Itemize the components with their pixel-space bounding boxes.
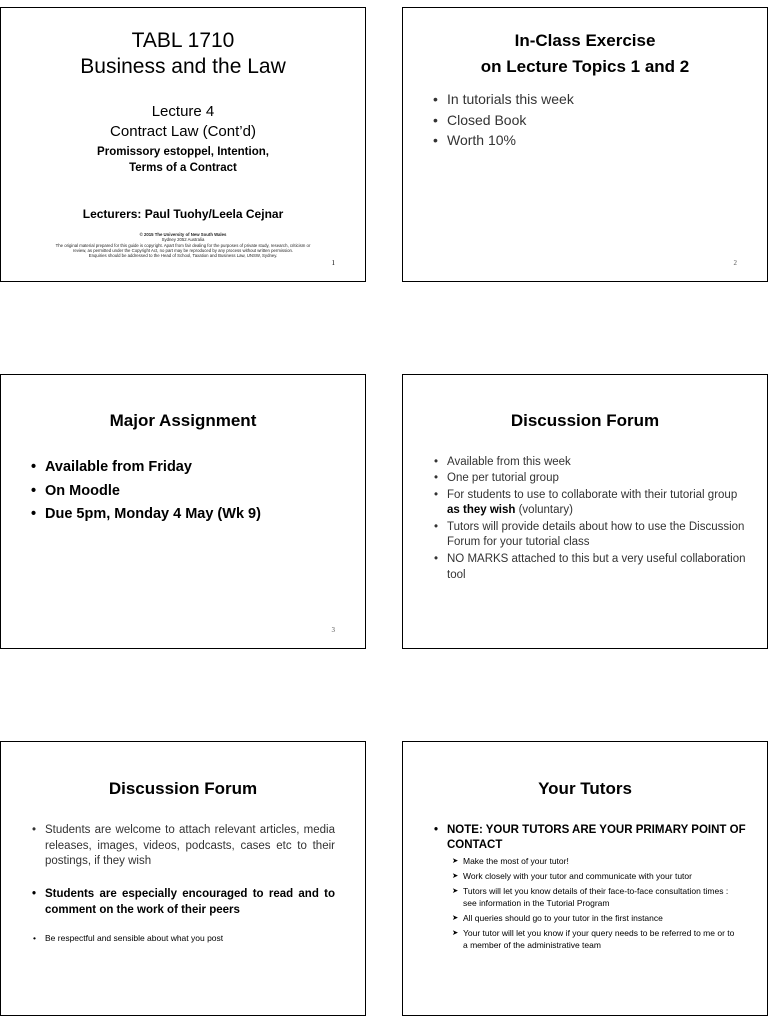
- copyright-notice: [41, 232, 325, 258]
- bullet-text: For students to use to collaborate with their tutorial group: [447, 488, 738, 501]
- bullet-item: • Available from Friday: [45, 456, 261, 480]
- course-name: Business and the Law: [80, 55, 286, 78]
- copyright-line: review, as permitted under the Copyright Act, no part may be reproduced by any process without written permission.: [72, 247, 294, 253]
- bullet-item: • One per tutorial group: [447, 471, 747, 487]
- page-number: 1: [331, 259, 335, 267]
- lecture-heading: [1, 102, 365, 142]
- slide-title: [403, 28, 767, 80]
- copyright-line: Sydney 2052 Australia: [161, 237, 205, 243]
- title-line: on Lecture Topics 1 and 2: [480, 57, 690, 76]
- arrow-item: ➤ All queries should go to your tutor in the first instance: [463, 912, 738, 924]
- bullet-emphasis: as they wish: [447, 504, 516, 517]
- title-line: In-Class Exercise: [514, 31, 656, 50]
- lecturers: Lecturers: Paul Tuohy/Leela Cejnar: [82, 207, 284, 221]
- bullet-paragraph: • Students are welcome to attach relevant articles, media releases, images, videos, podcasts, cases etc to their postings, if they wish: [45, 823, 335, 870]
- bullet-item: • Closed Book: [447, 110, 574, 131]
- bullet-list: [45, 456, 261, 527]
- copyright-line: Enquiries should be addressed to the Head of School, Taxation and Business Law, UNSW, Sydney.: [88, 253, 278, 259]
- arrow-item: ➤ Work closely with your tutor and communicate with your tutor: [463, 870, 738, 882]
- bullet-item: • On Moodle: [45, 480, 261, 504]
- arrow-list: [463, 855, 738, 954]
- copyright-line: The original material prepared for this guide is copyright. Apart from fair dealing for the purposes of private study, research, criticism or: [55, 242, 311, 248]
- slide-title: Discussion Forum: [510, 411, 660, 430]
- subtitle-line: Terms of a Contract: [129, 162, 237, 174]
- subtitle-line: Promissory estoppel, Intention,: [97, 146, 269, 158]
- bullet-item: [447, 488, 747, 520]
- bullet-paragraph: • Students are especially encouraged to read and to comment on the work of their peers: [45, 886, 335, 918]
- bullet-list: [447, 455, 747, 584]
- bullet-item: • Tutors will provide details about how to use the Discussion Forum for your tutorial class: [447, 520, 747, 552]
- slide-3: [0, 374, 366, 649]
- slide-1: [0, 7, 366, 282]
- bullet-item: • In tutorials this week: [447, 89, 574, 110]
- arrow-item: ➤ Make the most of your tutor!: [463, 855, 738, 867]
- bullet-list: [447, 89, 574, 151]
- slide-title: Your Tutors: [538, 779, 632, 798]
- arrow-item: ➤ Your tutor will let you know if your query needs to be referred to me or to a member of the administrative team: [463, 927, 738, 951]
- bullet-paragraph: • Be respectful and sensible about what you post: [45, 933, 345, 943]
- slide-title: Discussion Forum: [108, 779, 258, 798]
- slide-4: [402, 374, 768, 649]
- slide-title: Major Assignment: [109, 411, 257, 430]
- slide-title: [1, 28, 365, 80]
- bullet-item: • Available from this week: [447, 455, 747, 471]
- lecture-number: Lecture 4: [151, 103, 215, 120]
- lecture-topic: Contract Law (Cont’d): [110, 123, 256, 140]
- slide-2: [402, 7, 768, 282]
- slide-5: [0, 741, 366, 1016]
- lecture-subtitle: [1, 144, 365, 176]
- note-bullet: • NOTE: YOUR TUTORS ARE YOUR PRIMARY POINT OF CONTACT: [447, 823, 747, 853]
- bullet-item: • Worth 10%: [447, 130, 574, 151]
- bullet-item: • Due 5pm, Monday 4 May (Wk 9): [45, 503, 261, 527]
- course-code: TABL 1710: [131, 29, 235, 52]
- arrow-item: ➤ Tutors will let you know details of their face-to-face consultation times : see information in the Tutorial Program: [463, 885, 738, 909]
- bullet-text: (voluntary): [518, 504, 573, 517]
- slide-6: [402, 741, 768, 1016]
- page-number: 3: [331, 626, 335, 634]
- page-number: 2: [733, 259, 737, 267]
- bullet-item: • NO MARKS attached to this but a very useful collaboration tool: [447, 552, 747, 584]
- copyright-line: © 2015 The University of New South Wales: [139, 232, 227, 237]
